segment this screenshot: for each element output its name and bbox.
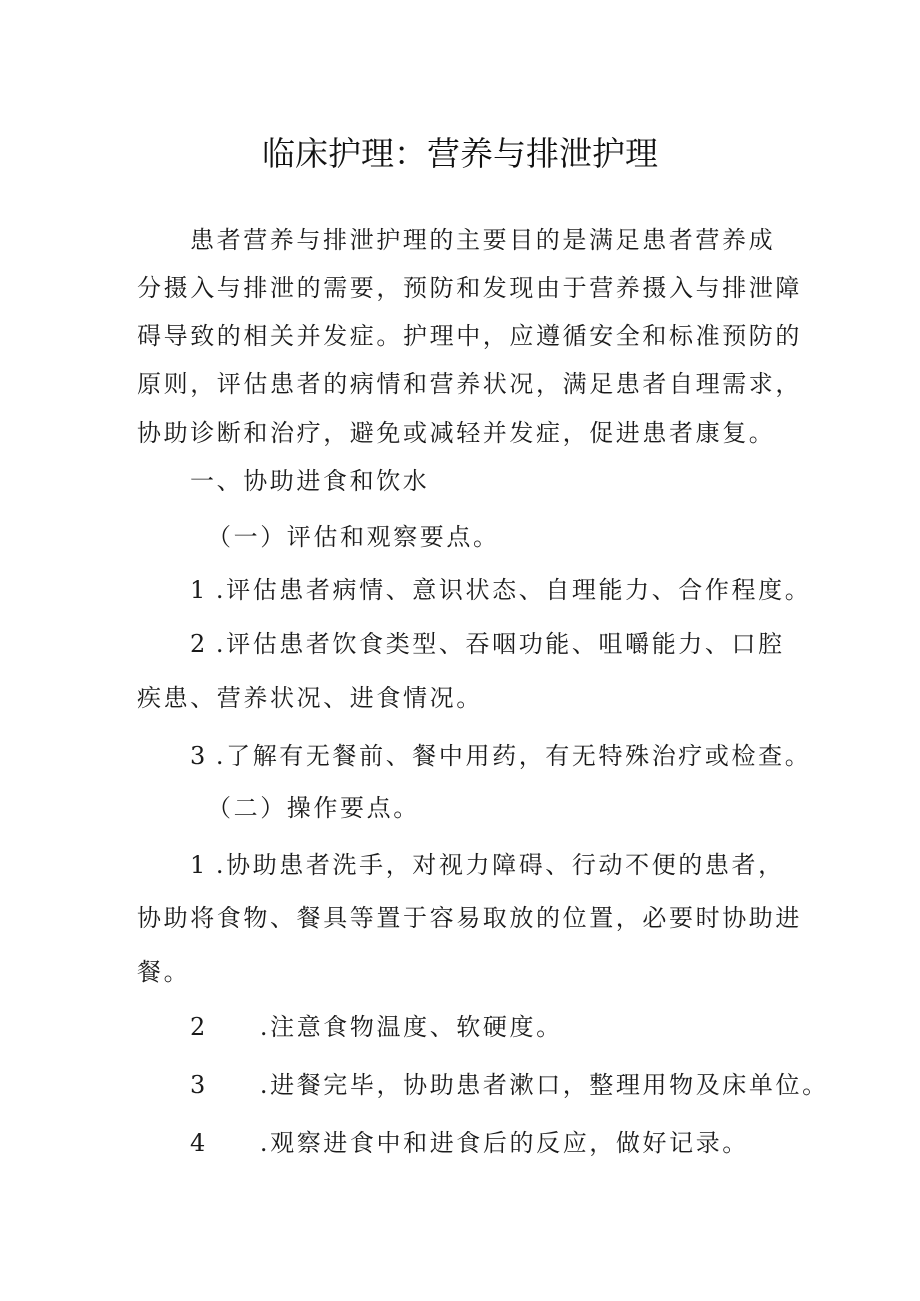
list-item-text: .了解有无餐前、餐中用药，有无特殊治疗或检查。: [215, 742, 812, 770]
list-item: [190, 629, 785, 659]
list-item: [190, 1070, 829, 1100]
list-item-number: 3: [190, 1071, 208, 1099]
list-item-number: 1: [190, 576, 208, 604]
list-item-continuation: 协助将食物、餐具等置于容易取放的位置，必要时协助进: [137, 904, 802, 932]
list-item-text: .评估患者病情、意识状态、自理能力、合作程度。: [215, 576, 812, 604]
list-item: [190, 1012, 563, 1042]
list-item: [190, 1128, 749, 1158]
list-item: [190, 850, 785, 880]
paragraph-line: 协助诊断和治疗，避免或减轻并发症，促进患者康复。: [137, 419, 776, 447]
subsection-heading: （二）操作要点。: [207, 794, 420, 822]
list-item-text: .评估患者饮食类型、吞咽功能、咀嚼能力、口腔: [215, 630, 785, 658]
list-item-text: .协助患者洗手，对视力障碍、行动不便的患者，: [215, 851, 785, 879]
list-item-text: .观察进食中和进食后的反应，做好记录。: [259, 1129, 749, 1157]
list-item-text: .注意食物温度、软硬度。: [259, 1013, 563, 1041]
list-item: [190, 575, 811, 605]
list-item-number: 2: [190, 1013, 208, 1041]
list-item-number: 3: [190, 742, 208, 770]
list-item-number: 2: [190, 630, 208, 658]
list-item-text: .进餐完毕，协助患者漱口，整理用物及床单位。: [259, 1071, 829, 1099]
list-item-number: 4: [190, 1129, 208, 1157]
paragraph-line: 碍导致的相关并发症。护理中，应遵循安全和标准预防的: [137, 322, 802, 350]
list-item-continuation: 餐。: [137, 958, 191, 986]
paragraph-line: 原则，评估患者的病情和营养状况，满足患者自理需求，: [137, 370, 802, 398]
document-title: 临床护理：营养与排泄护理: [262, 134, 658, 173]
paragraph-line: 分摄入与排泄的需要，预防和发现由于营养摄入与排泄障: [137, 274, 802, 302]
paragraph-line: 患者营养与排泄护理的主要目的是满足患者营养成: [190, 226, 776, 254]
subsection-heading: （一）评估和观察要点。: [207, 523, 500, 551]
section-heading: 一、协助进食和饮水: [190, 467, 430, 495]
list-item: [190, 741, 811, 771]
list-item-number: 1: [190, 851, 208, 879]
list-item-continuation: 疾患、营养状况、进食情况。: [137, 684, 483, 712]
